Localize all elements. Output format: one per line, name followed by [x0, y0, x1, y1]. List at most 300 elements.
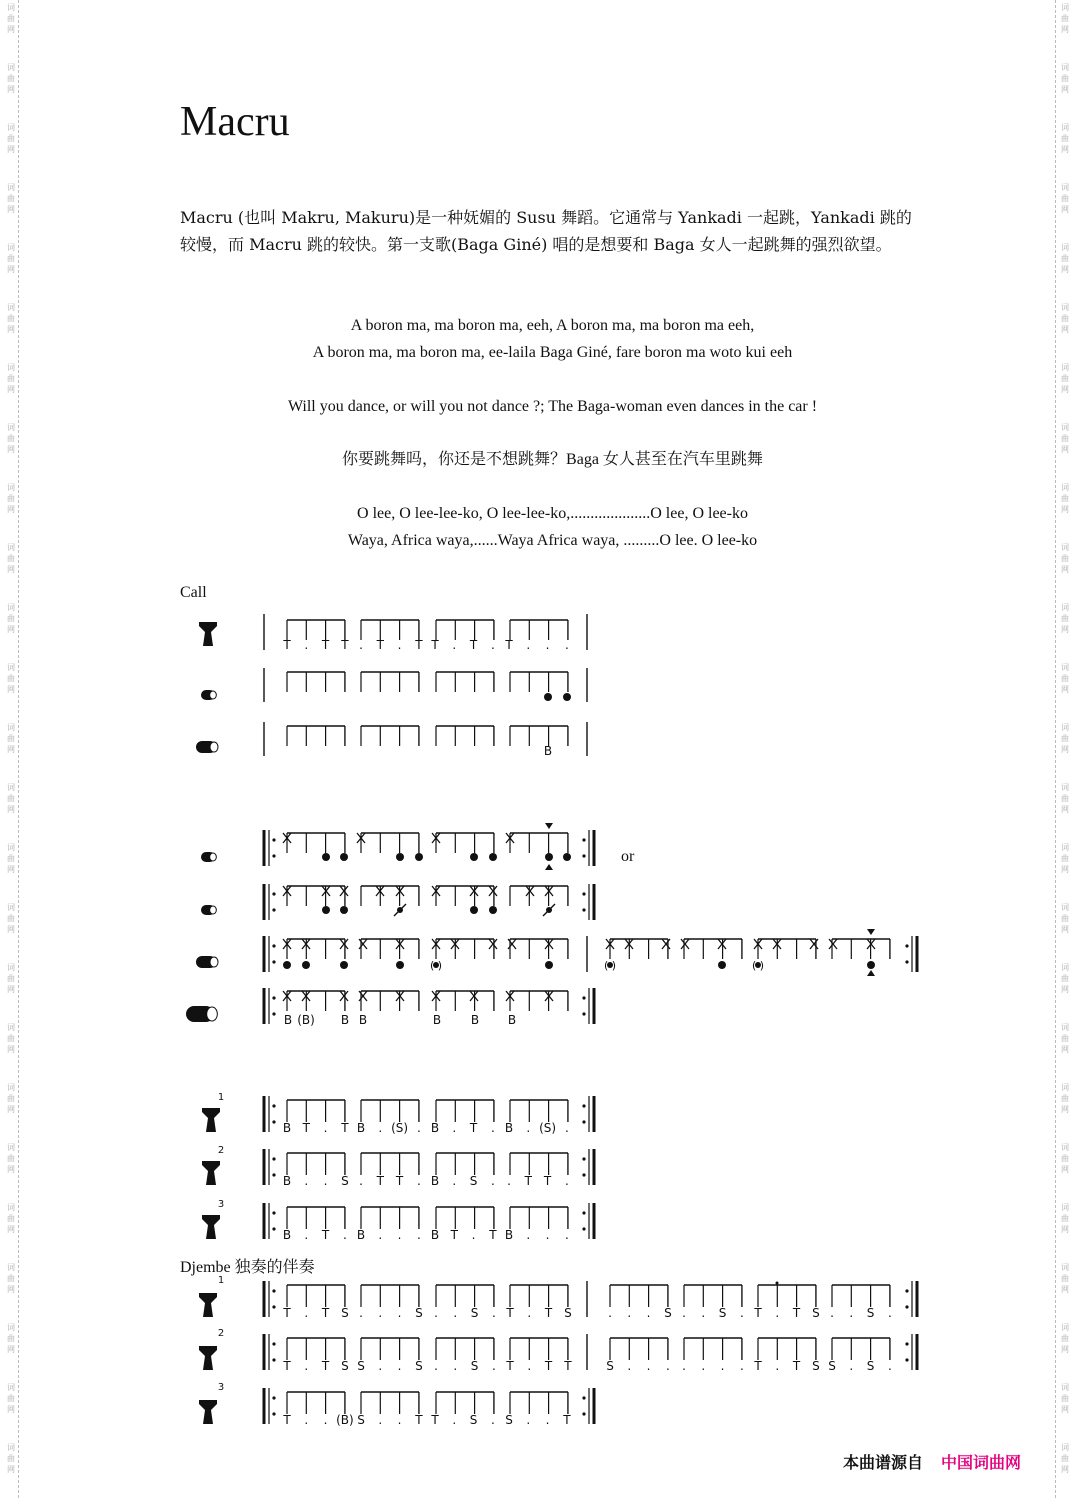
- watermark: 词 曲 网: [7, 363, 15, 394]
- repeat-dot: [272, 1120, 275, 1123]
- note-label: T: [792, 1359, 801, 1373]
- note-label: B: [543, 744, 553, 758]
- watermark: 词 曲 网: [7, 603, 15, 634]
- repeat-dot: [582, 1227, 585, 1230]
- note-label: S: [341, 1306, 349, 1320]
- repeat-dot: [272, 1305, 275, 1308]
- watermark: 词 曲 网: [7, 1263, 15, 1294]
- rest-dot: .: [526, 1121, 531, 1135]
- watermark: 词 曲 网: [7, 303, 15, 334]
- repeat-dot: [272, 1396, 275, 1399]
- note-label: T: [489, 1228, 497, 1242]
- chorus-line-2: Waya, Africa waya,......Waya Africa waya, .........O lee. O lee-ko: [347, 532, 758, 549]
- rest-dot: .: [564, 638, 569, 652]
- rest-dot: .: [701, 1306, 706, 1320]
- watermark: 词 曲 网: [7, 1443, 15, 1474]
- note-label: T: [415, 1413, 423, 1427]
- repeat-dot: [582, 1173, 585, 1176]
- note-label: S: [357, 1359, 365, 1373]
- rest-dot: .: [359, 1306, 363, 1320]
- rest-dot: .: [720, 1359, 725, 1373]
- repeat-dot: [272, 838, 275, 841]
- note-dot: [470, 853, 478, 861]
- watermark: 词 曲 网: [7, 843, 15, 874]
- repeat-dot: [272, 1412, 275, 1415]
- note-label: B: [358, 1013, 368, 1027]
- watermark: 词 曲 网: [7, 663, 15, 694]
- repeat-dot: [272, 960, 275, 963]
- note-label: T: [431, 1413, 439, 1427]
- rest-dot: .: [342, 1228, 347, 1242]
- watermark: 词 曲 网: [1061, 3, 1069, 34]
- rest-dot: .: [378, 1228, 383, 1242]
- note-label: (S): [539, 1121, 557, 1135]
- accent-mark: [867, 970, 875, 976]
- rest-dot: .: [490, 638, 495, 652]
- note-label: S: [341, 1359, 349, 1373]
- note-label: T: [376, 1174, 384, 1188]
- note-label: T: [415, 638, 423, 652]
- note-label: T: [283, 638, 291, 652]
- dundunba-icon: [186, 1006, 217, 1022]
- note-label: T: [283, 1306, 291, 1320]
- repeat-dot: [582, 1412, 585, 1415]
- watermark: 词 曲 网: [1061, 483, 1069, 514]
- rest-dot: .: [323, 1413, 328, 1427]
- watermark: 词 曲 网: [1061, 63, 1069, 94]
- rest-dot: .: [416, 1228, 421, 1242]
- accent-mark: [545, 823, 553, 829]
- accent-mark: [545, 864, 553, 870]
- djembe-icon: [199, 1293, 217, 1317]
- rest-dot: .: [849, 1359, 854, 1373]
- note-label: B: [282, 1121, 292, 1135]
- rest-dot: .: [665, 1359, 670, 1373]
- watermark: 词 曲 网: [7, 123, 15, 154]
- lyrics-line-1: A boron ma, ma boron ma, eeh, A boron ma, ma boron ma eeh,: [350, 317, 755, 334]
- watermark: 词 曲 网: [1061, 963, 1069, 994]
- watermark: 词 曲 网: [1061, 1143, 1069, 1174]
- translation-zh: 你要跳舞吗，你还是不想跳舞？Baga 女人甚至在汽车里跳舞: [342, 451, 763, 468]
- rest-dot: .: [490, 1174, 495, 1188]
- sangban-icon: [196, 741, 218, 753]
- watermark: 词 曲 网: [1061, 1023, 1069, 1054]
- note-label: B: [282, 1228, 292, 1242]
- repeat-dot: [582, 854, 585, 857]
- rest-dot: .: [397, 1413, 402, 1427]
- repeat-dot: [272, 1289, 275, 1292]
- note-dot: [545, 961, 553, 969]
- rest-dot: .: [471, 1228, 476, 1242]
- rest-dot: .: [452, 1413, 457, 1427]
- note-dot: [489, 906, 497, 914]
- rest-dot: .: [887, 1306, 892, 1320]
- rest-dot: .: [452, 1174, 457, 1188]
- note-label: T: [754, 1306, 762, 1320]
- kenkeni-icon: [201, 905, 216, 915]
- watermark: 词 曲 网: [7, 723, 15, 754]
- note-dot: [563, 693, 571, 701]
- watermark: 词 曲 网: [7, 903, 15, 934]
- repeat-dot: [905, 1305, 908, 1308]
- ghost-note: ( ): [429, 959, 443, 972]
- rest-dot: .: [359, 638, 363, 652]
- watermark: 词 曲 网: [1061, 723, 1069, 754]
- rest-dot: .: [359, 1174, 363, 1188]
- repeat-dot: [905, 1358, 908, 1361]
- watermark: 词 曲 网: [7, 63, 15, 94]
- rest-dot: .: [775, 1306, 780, 1320]
- repeat-dot: [272, 1358, 275, 1361]
- rest-dot: .: [490, 1413, 495, 1427]
- djembe-icon: [199, 622, 217, 646]
- rest-dot: .: [627, 1359, 632, 1373]
- footer-source: [843, 1450, 1021, 1473]
- watermark: 词 曲 网: [1061, 1323, 1069, 1354]
- rest-dot: .: [527, 1306, 532, 1320]
- repeat-dot: [582, 908, 585, 911]
- djembe-icon: [202, 1108, 220, 1132]
- note-label: T: [754, 1359, 762, 1373]
- watermark: 词 曲 网: [7, 1203, 15, 1234]
- note-dot: [340, 853, 348, 861]
- watermark: 词 曲 网: [7, 1143, 15, 1174]
- note-dot: [415, 853, 423, 861]
- rest-dot: .: [545, 638, 550, 652]
- repeat-dot: [582, 1211, 585, 1214]
- rest-dot: .: [304, 1174, 309, 1188]
- note-label: B: [356, 1228, 366, 1242]
- repeat-dot: [582, 1012, 585, 1015]
- note-label: T: [563, 1413, 571, 1427]
- rest-dot: .: [507, 1174, 511, 1188]
- rest-dot: .: [397, 1228, 402, 1242]
- watermark: 词 曲 网: [1061, 423, 1069, 454]
- sangban-icon: [196, 956, 218, 968]
- note-label: S: [812, 1306, 820, 1320]
- rest-dot: .: [304, 1228, 309, 1242]
- note-label: T: [792, 1306, 801, 1320]
- note-label: T: [469, 1121, 478, 1135]
- watermark: 词 曲 网: [1061, 363, 1069, 394]
- note-label: B: [356, 1121, 366, 1135]
- watermark: 词 曲 网: [1061, 303, 1069, 334]
- note-label: S: [470, 1359, 479, 1373]
- note-label: S: [664, 1306, 672, 1320]
- ghost-note: ( ): [603, 959, 617, 972]
- rest-dot: .: [378, 1359, 383, 1373]
- kenkeni-icon: [201, 852, 216, 862]
- rest-dot: .: [304, 1413, 309, 1427]
- accent-mark: [867, 929, 875, 935]
- rest-dot: .: [739, 1306, 744, 1320]
- note-label: B: [283, 1013, 293, 1027]
- repeat-dot: [905, 1289, 908, 1292]
- repeat-dot: [272, 892, 275, 895]
- note-label: B: [504, 1228, 514, 1242]
- repeat-dot: [582, 1120, 585, 1123]
- pattern-index: 3: [217, 1382, 225, 1393]
- rest-dot: .: [378, 1413, 383, 1427]
- rest-dot: .: [849, 1306, 854, 1320]
- note-label: S: [564, 1306, 572, 1320]
- rest-dot: .: [526, 1228, 531, 1242]
- repeat-dot: [905, 1342, 908, 1345]
- rest-dot: .: [627, 1306, 632, 1320]
- rest-dot: .: [526, 1413, 531, 1427]
- note-label: T: [543, 1174, 552, 1188]
- rest-dot: .: [682, 1359, 686, 1373]
- repeat-dot: [272, 1104, 275, 1107]
- note-label: S: [357, 1413, 365, 1427]
- note-label: S: [718, 1306, 727, 1320]
- rest-dot: .: [887, 1359, 892, 1373]
- note-label: B: [432, 1013, 442, 1027]
- rest-dot: .: [526, 638, 531, 652]
- rest-dot: .: [545, 1413, 550, 1427]
- note-label: T: [302, 1121, 310, 1135]
- kenkeni-icon: [201, 690, 216, 700]
- note-dot: [718, 961, 726, 969]
- note-label: T: [376, 638, 384, 652]
- note-label: T: [321, 638, 330, 652]
- accent-dot: [776, 1282, 779, 1285]
- note-dot: [489, 853, 497, 861]
- rest-dot: .: [646, 1306, 651, 1320]
- repeat-dot: [272, 996, 275, 999]
- pattern-index: 1: [217, 1092, 225, 1103]
- repeat-dot: [272, 854, 275, 857]
- note-dot: [867, 961, 875, 969]
- note-dot: [302, 961, 310, 969]
- note-label: S: [505, 1413, 513, 1427]
- djembe-icon: [199, 1400, 217, 1424]
- note-label: T: [341, 1121, 349, 1135]
- djembe-icon: [199, 1346, 217, 1370]
- note-label: T: [544, 1359, 553, 1373]
- rest-dot: .: [646, 1359, 651, 1373]
- watermark: 词 曲 网: [7, 3, 15, 34]
- repeat-dot: [272, 944, 275, 947]
- repeat-dot: [272, 1342, 275, 1345]
- repeat-dot: [272, 1012, 275, 1015]
- watermark: 词 曲 网: [7, 1383, 15, 1414]
- repeat-dot: [582, 1104, 585, 1107]
- note-label: T: [283, 1359, 291, 1373]
- watermark: 词 曲 网: [7, 423, 15, 454]
- repeat-dot: [905, 944, 908, 947]
- footer-source-text: 本曲谱源自: [843, 1453, 924, 1472]
- note-label: T: [469, 638, 478, 652]
- rest-dot: .: [491, 1359, 496, 1373]
- note-label: B: [507, 1013, 517, 1027]
- note-dot: [563, 853, 571, 861]
- note-label: B: [340, 1013, 350, 1027]
- chorus-line-1: O lee, O lee-lee-ko, O lee-lee-ko,....................O lee, O lee-ko: [357, 505, 748, 522]
- watermark: 词 曲 网: [1061, 663, 1069, 694]
- rest-dot: .: [416, 1121, 421, 1135]
- rest-dot: .: [378, 1306, 383, 1320]
- rest-dot: .: [452, 1121, 457, 1135]
- note-label: T: [341, 638, 349, 652]
- rest-dot: .: [323, 1174, 328, 1188]
- pattern-index: 2: [217, 1328, 225, 1339]
- repeat-dot: [582, 892, 585, 895]
- rest-dot: .: [452, 638, 457, 652]
- note-label: B: [470, 1013, 480, 1027]
- note-label: T: [321, 1306, 330, 1320]
- note-label: S: [812, 1359, 820, 1373]
- ghost-note: ( ): [751, 959, 765, 972]
- watermark: 词 曲 网: [1061, 243, 1069, 274]
- watermark: 词 曲 网: [1061, 1083, 1069, 1114]
- rest-dot: .: [739, 1359, 744, 1373]
- watermark: 词 曲 网: [1061, 1263, 1069, 1294]
- watermark: 词 曲 网: [7, 963, 15, 994]
- note-label: T: [544, 1306, 553, 1320]
- watermark: 词 曲 网: [1061, 543, 1069, 574]
- note-dot: [322, 906, 330, 914]
- repeat-dot: [272, 1211, 275, 1214]
- watermark: 词 曲 网: [7, 1323, 15, 1354]
- note-label: T: [283, 1413, 291, 1427]
- note-label: (S): [391, 1121, 409, 1135]
- repeat-dot: [272, 1173, 275, 1176]
- rest-dot: .: [453, 1359, 458, 1373]
- note-dot: [340, 961, 348, 969]
- rest-dot: .: [491, 1306, 496, 1320]
- note-label: S: [415, 1306, 423, 1320]
- watermark: 词 曲 网: [1061, 903, 1069, 934]
- note-dot: [322, 853, 330, 861]
- repeat-dot: [582, 838, 585, 841]
- note-label: S: [866, 1306, 875, 1320]
- note-label: T: [505, 638, 513, 652]
- watermark: 词 曲 网: [7, 243, 15, 274]
- watermark: 词 曲 网: [7, 183, 15, 214]
- note-dot: [396, 853, 404, 861]
- watermark: 词 曲 网: [7, 543, 15, 574]
- note-label: S: [828, 1359, 836, 1373]
- note-label: T: [524, 1174, 532, 1188]
- rest-dot: .: [434, 1306, 438, 1320]
- note-label: B: [430, 1228, 440, 1242]
- rest-dot: .: [701, 1359, 706, 1373]
- note-dot: [340, 906, 348, 914]
- page-title: Macru: [180, 99, 290, 145]
- rest-dot: .: [608, 1306, 612, 1320]
- note-label: S: [415, 1359, 423, 1373]
- watermark: 词 曲 网: [1061, 1203, 1069, 1234]
- rest-dot: .: [453, 1306, 458, 1320]
- rest-dot: .: [682, 1306, 686, 1320]
- rest-dot: .: [775, 1359, 780, 1373]
- note-label: T: [431, 638, 439, 652]
- note-label: B: [430, 1121, 440, 1135]
- repeat-dot: [272, 1227, 275, 1230]
- rest-dot: .: [416, 1174, 421, 1188]
- note-label: T: [506, 1306, 514, 1320]
- note-label: S: [341, 1174, 349, 1188]
- repeat-dot: [582, 1396, 585, 1399]
- note-label: B: [504, 1121, 514, 1135]
- note-label: B: [282, 1174, 292, 1188]
- rest-dot: .: [564, 1228, 569, 1242]
- watermark: 词 曲 网: [1061, 1383, 1069, 1414]
- djembe-icon: [202, 1161, 220, 1185]
- note-label: B: [430, 1174, 440, 1188]
- rest-dot: .: [830, 1306, 834, 1320]
- repeat-dot: [272, 908, 275, 911]
- pattern-index: 2: [217, 1145, 225, 1156]
- note-label: S: [470, 1306, 479, 1320]
- watermark: 词 曲 网: [1061, 183, 1069, 214]
- note-dot: [545, 853, 553, 861]
- repeat-dot: [272, 1157, 275, 1160]
- note-label: T: [395, 1174, 404, 1188]
- watermark: 词 曲 网: [7, 483, 15, 514]
- note-dot: [544, 693, 552, 701]
- note-label: S: [606, 1359, 614, 1373]
- translation-en: Will you dance, or will you not dance ?; The Baga-woman even dances in the car !: [287, 398, 818, 415]
- note-label: T: [506, 1359, 514, 1373]
- section-call: Call: [180, 584, 207, 601]
- lyrics-line-2: A boron ma, ma boron ma, ee-laila Baga Giné, fare boron ma woto kui eeh: [312, 344, 793, 361]
- note-label: (B): [297, 1013, 315, 1027]
- rest-dot: .: [304, 1306, 309, 1320]
- note-label: S: [469, 1413, 478, 1427]
- note-label: T: [564, 1359, 572, 1373]
- rest-dot: .: [545, 1228, 550, 1242]
- rest-dot: .: [527, 1359, 532, 1373]
- rest-dot: .: [397, 1306, 402, 1320]
- rest-dot: .: [304, 638, 309, 652]
- watermark: 词 曲 网: [7, 783, 15, 814]
- section-solo-accompaniment: Djembe 独奏的伴奏: [180, 1259, 315, 1276]
- pattern-index: 1: [217, 1275, 225, 1286]
- rest-dot: .: [378, 1121, 383, 1135]
- rest-dot: .: [434, 1359, 438, 1373]
- rest-dot: .: [490, 1121, 495, 1135]
- rest-dot: .: [397, 1359, 402, 1373]
- watermark: 词 曲 网: [1061, 783, 1069, 814]
- note-dot: [470, 906, 478, 914]
- rest-dot: .: [304, 1359, 309, 1373]
- djembe-icon: [202, 1215, 220, 1239]
- note-label: T: [321, 1359, 330, 1373]
- note-label: (B): [336, 1413, 354, 1427]
- note-label: T: [321, 1228, 330, 1242]
- or-label: or: [621, 848, 635, 865]
- repeat-dot: [582, 1157, 585, 1160]
- note-label: S: [469, 1174, 478, 1188]
- repeat-dot: [582, 996, 585, 999]
- repeat-dot: [905, 960, 908, 963]
- rest-dot: .: [397, 638, 402, 652]
- pattern-index: 3: [217, 1199, 225, 1210]
- watermark: 词 曲 网: [1061, 603, 1069, 634]
- rest-dot: .: [564, 1121, 569, 1135]
- watermark: 词 曲 网: [1061, 843, 1069, 874]
- note-dot: [283, 961, 291, 969]
- note-dot: [396, 961, 404, 969]
- watermark: 词 曲 网: [7, 1083, 15, 1114]
- intro-paragraph: Macru (也叫 Makru, Makuru)是一种妩媚的 Susu 舞蹈。它通常与 Yankadi 一起跳，Yankadi 跳的较慢，而 Macru 跳的较快。第一支歌(Baga Giné) 唱的是想要和 Baga 女人一起跳舞的强烈欲望。: [180, 208, 912, 254]
- watermark: 词 曲 网: [7, 1023, 15, 1054]
- note-label: S: [866, 1359, 875, 1373]
- watermark: 词 曲 网: [1061, 123, 1069, 154]
- footer-brand: 中国词曲网: [941, 1453, 1022, 1472]
